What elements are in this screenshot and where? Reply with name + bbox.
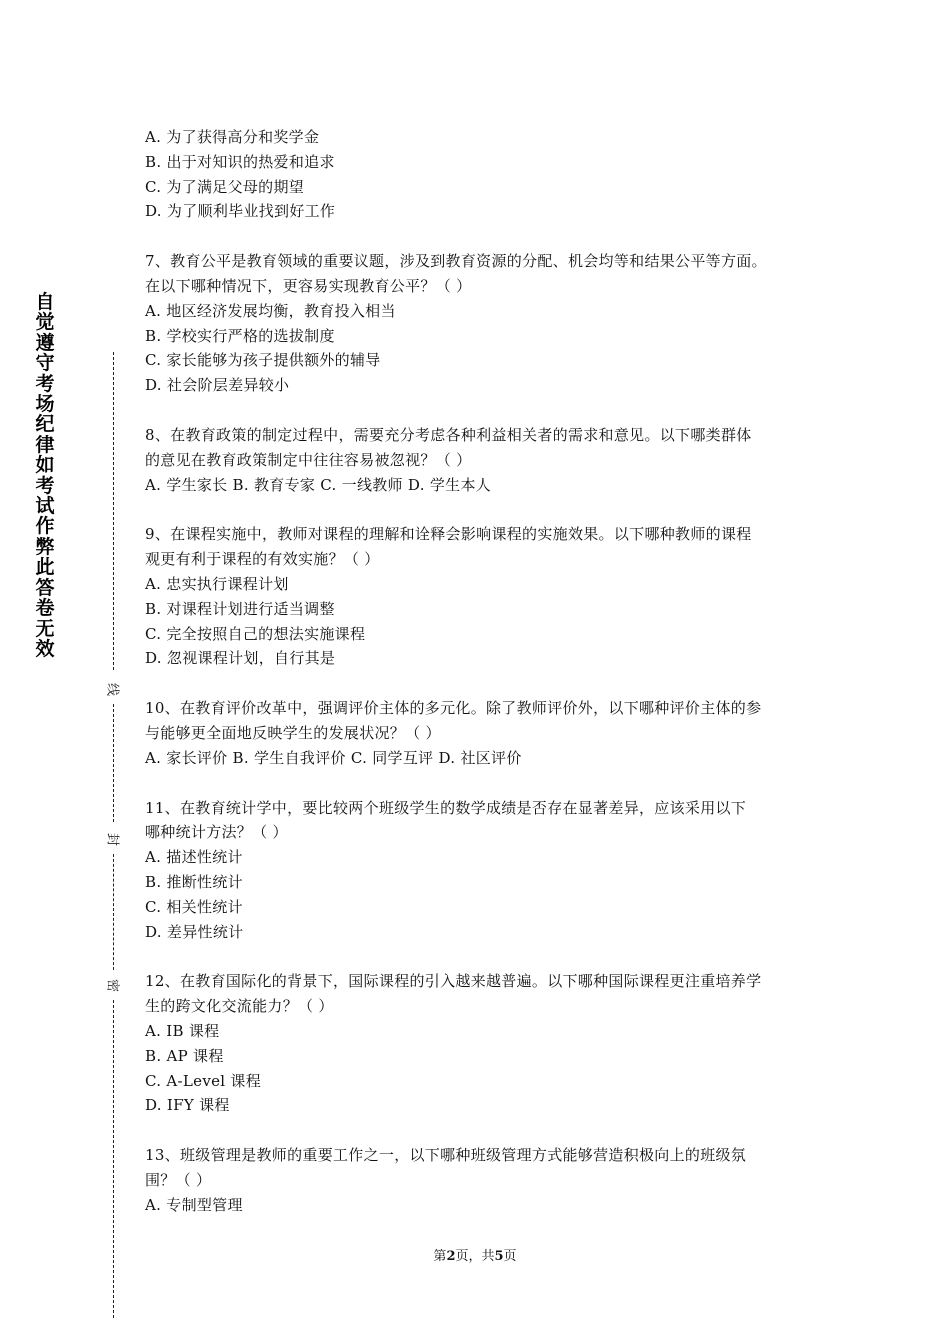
footer-middle: 页，共 xyxy=(455,1249,495,1264)
option: C. 完全按照自己的想法实施课程 xyxy=(145,624,366,643)
notice-char: 考 xyxy=(35,372,55,395)
question-text: 围？（ ） xyxy=(145,1170,212,1189)
option: D. 忽视课程计划，自行其是 xyxy=(145,649,336,668)
seal-dashed-line-lower xyxy=(113,854,114,970)
option: B. 出于对知识的热爱和追求 xyxy=(145,152,335,171)
notice-char: 如 xyxy=(35,454,55,477)
current-page-number: 2 xyxy=(446,1249,456,1264)
notice-char: 场 xyxy=(35,393,55,416)
option: B. 推断性统计 xyxy=(145,872,243,891)
option: D. 为了顺利毕业找到好工作 xyxy=(145,202,336,221)
option: A. 为了获得高分和奖学金 xyxy=(145,128,320,146)
question-text: 9、在课程实施中，教师对课程的理解和诠释会影响课程的实施效果。以下哪种教师的课程 xyxy=(145,525,752,544)
footer-prefix: 第 xyxy=(433,1249,447,1264)
question-13 xyxy=(145,1143,815,1217)
option: C. A-Level 课程 xyxy=(145,1071,262,1090)
question-text: 12、在教育国际化的背景下，国际课程的引入越来越普遍。以下哪种国际课程更注重培养学 xyxy=(145,972,762,991)
notice-char: 自 xyxy=(35,291,55,313)
question-10 xyxy=(145,696,815,770)
question-text: 13、班级管理是教师的重要工作之一，以下哪种班级管理方式能够营造积极向上的班级氛 xyxy=(145,1146,747,1165)
question-8 xyxy=(145,423,815,497)
option: A. 专制型管理 xyxy=(145,1195,243,1214)
question-text: 8、在教育政策的制定过程中，需要充分考虑各种利益相关者的需求和意见。以下哪类群体 xyxy=(145,425,752,444)
seal-dashed-line-bottom xyxy=(113,1000,114,1318)
option: B. AP 课程 xyxy=(145,1046,224,1065)
notice-char: 此 xyxy=(35,556,55,579)
question-9 xyxy=(145,522,815,671)
question-text: 10、在教育评价改革中，强调评价主体的多元化。除了教师评价外，以下哪种评价主体的参 xyxy=(145,699,762,718)
option: A. 忠实执行课程计划 xyxy=(145,574,289,593)
total-pages-number: 5 xyxy=(494,1249,504,1264)
option: A. 地区经济发展均衡，教育投入相当 xyxy=(145,301,396,320)
notice-char: 效 xyxy=(35,637,55,660)
option: C. 为了满足父母的期望 xyxy=(145,177,305,196)
seal-mid-label: 封 xyxy=(104,832,120,846)
question-text: 7、教育公平是教育领域的重要议题，涉及到教育资源的分配、机会均等和结果公平等方面。 xyxy=(145,252,767,271)
notice-char: 遵 xyxy=(35,331,55,354)
notice-char: 律 xyxy=(35,433,55,456)
options-inline: A. 学生家长 B. 教育专家 C. 一线教师 D. 学生本人 xyxy=(145,475,492,494)
option: C. 家长能够为孩子提供额外的辅导 xyxy=(145,351,381,370)
notice-char: 觉 xyxy=(35,311,55,334)
question-7 xyxy=(145,249,815,398)
option: D. 社会阶层差异较小 xyxy=(145,376,290,395)
notice-char: 考 xyxy=(35,474,55,497)
option: B. 对课程计划进行适当调整 xyxy=(145,599,335,618)
option: A. 描述性统计 xyxy=(145,848,243,867)
seal-top-label: 密 xyxy=(104,978,120,992)
notice-char: 试 xyxy=(35,495,55,518)
question-text: 与能够更全面地反映学生的发展状况？（ ） xyxy=(145,723,441,742)
footer-suffix: 页 xyxy=(503,1249,517,1264)
question-11 xyxy=(145,796,815,945)
option: A. IB 课程 xyxy=(145,1021,220,1040)
question-6-options xyxy=(145,125,815,224)
question-12 xyxy=(145,969,815,1118)
seal-dashed-line-mid xyxy=(113,704,114,822)
seal-dashed-line-upper xyxy=(113,352,114,670)
question-list xyxy=(145,125,815,1242)
notice-char: 卷 xyxy=(35,597,55,620)
exam-notice-vertical xyxy=(33,292,57,659)
page-footer xyxy=(0,1245,950,1264)
option: C. 相关性统计 xyxy=(145,897,243,916)
option: D. IFY 课程 xyxy=(145,1096,230,1115)
notice-char: 答 xyxy=(35,576,55,599)
option: B. 学校实行严格的选拔制度 xyxy=(145,326,335,345)
notice-char: 作 xyxy=(35,515,55,538)
question-text: 生的跨文化交流能力？（ ） xyxy=(145,997,334,1016)
notice-char: 弊 xyxy=(35,535,55,558)
option: D. 差异性统计 xyxy=(145,922,244,941)
question-text: 哪种统计方法？（ ） xyxy=(145,823,288,842)
notice-char: 无 xyxy=(35,617,55,640)
question-text: 观更有利于课程的有效实施？（ ） xyxy=(145,550,380,569)
options-inline: A. 家长评价 B. 学生自我评价 C. 同学互评 D. 社区评价 xyxy=(145,748,522,767)
question-text: 的意见在教育政策制定中往往容易被忽视？（ ） xyxy=(145,450,472,469)
notice-char: 守 xyxy=(35,352,55,375)
question-text: 在以下哪种情况下，更容易实现教育公平？（ ） xyxy=(145,276,472,295)
notice-char: 纪 xyxy=(35,413,55,436)
question-text: 11、在教育统计学中，要比较两个班级学生的数学成绩是否存在显著差异，应该采用以下 xyxy=(145,798,747,817)
seal-line-label: 线 xyxy=(104,682,120,696)
